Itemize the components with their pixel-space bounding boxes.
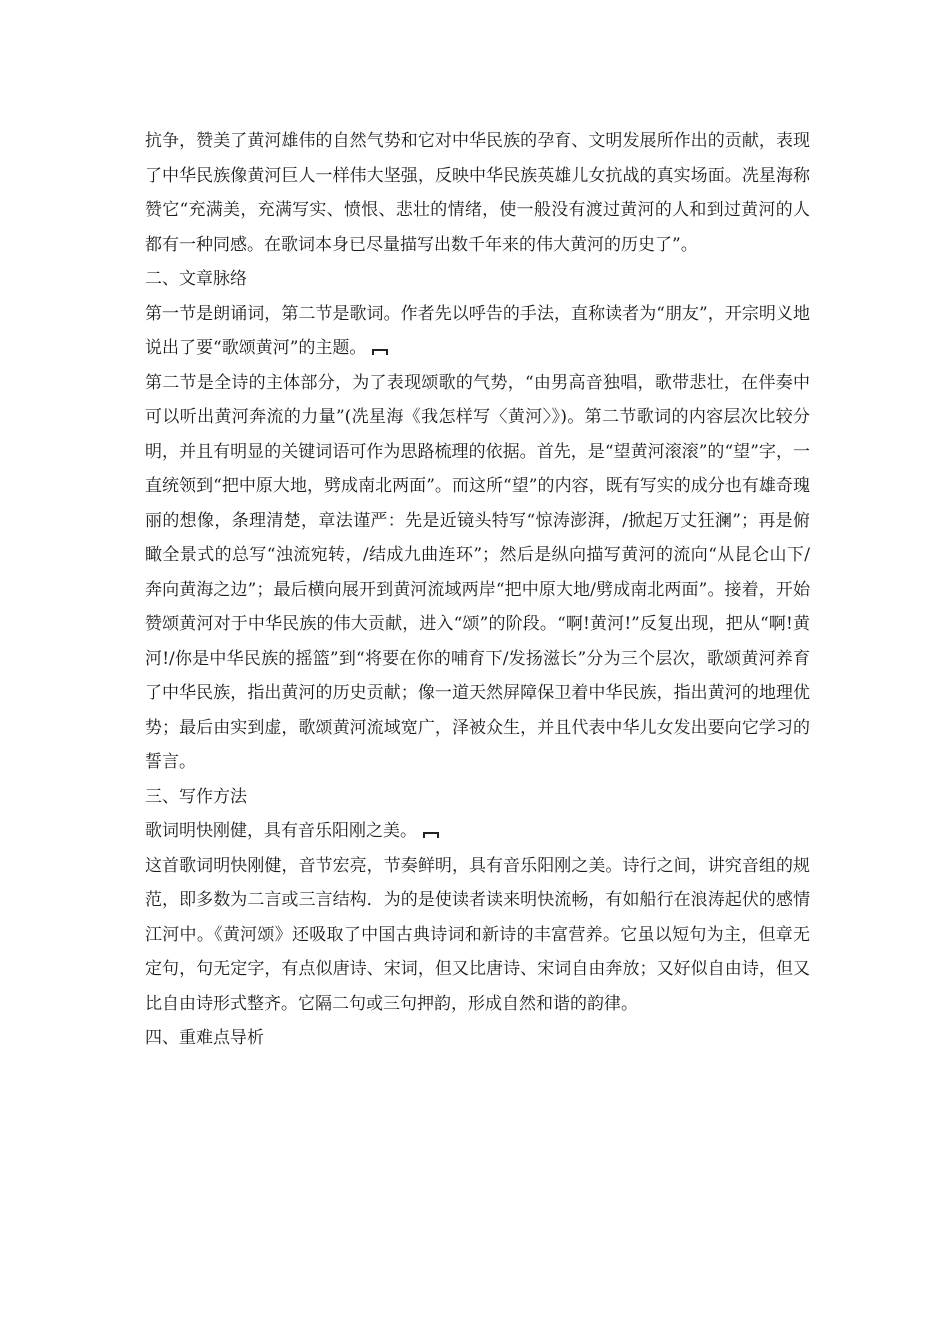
paragraph-mark-icon <box>423 832 439 838</box>
paragraph-method-summary <box>145 814 810 849</box>
paragraph-intro: 抗争，赞美了黄河雄伟的自然气势和它对中华民族的孕育、文明发展所作出的贡献，表现了中华民族像黄河巨人一样伟大坚强，反映中华民族英雄儿女抗战的真实场面。冼星海称赞它“充满美，充满写实、愤恨、悲壮的情绪，使一般没有渡过黄河的人和到过黄河的人都有一种同感。在歌词本身已尽量描写出数千年来的伟大黄河的历史了”。 <box>145 131 810 255</box>
heading-writing-method: 三、写作方法 <box>145 786 247 807</box>
paragraph-section-one-text: 第一节是朗诵词，第二节是歌词。作者先以呼告的手法，直称读者为“朋友”，开宗明义地说出了要“歌颂黄河”的主题。 <box>145 303 810 358</box>
document-body <box>145 124 810 1056</box>
paragraph-mark-icon <box>372 349 388 355</box>
paragraph-method-detail: 这首歌词明快刚健，音节宏亮，节奏鲜明，具有音乐阳刚之美。诗行之间，讲究音组的规范，即多数为二言或三言结构．为的是使读者读来明快流畅，有如船行在浪涛起伏的感情江河中。《黄河颂》还吸取了中国古典诗词和新诗的丰富营养。它虽以短句为主，但章无定句，句无定字，有点似唐诗、宋词，但又比唐诗、宋词自由奔放；又好似自由诗，但又比自由诗形式整齐。它隔二句或三句押韵，形成自然和谐的韵律。 <box>145 855 810 1014</box>
paragraph-section-two: 第二节是全诗的主体部分，为了表现颂歌的气势，“由男高音独唱，歌带悲壮，在伴奏中可以听出黄河奔流的力量”(冼星海《我怎样写〈黄河〉》)。第二节歌词的内容层次比较分明，并且有明显的关键词语可作为思路梳理的依据。首先，是“望黄河滚滚”的“望”字，一直统领到“把中原大地，劈成南北两面”。而这所“望”的内容，既有写实的成分也有雄奇瑰丽的想像，条理清楚，章法谨严：先是近镜头特写“惊涛澎湃，/掀起万丈狂澜”；再是俯瞰全景式的总写“浊流宛转，/结成九曲连环”；然后是纵向描写黄河的流向“从昆仑山下/奔向黄海之边”；最后横向展开到黄河流域两岸“把中原大地/劈成南北两面”。接着，开始赞颂黄河对于中华民族的伟大贡献，进入“颂”的阶段。“啊!黄河!”反复出现，把从“啊!黄河!/你是中华民族的摇篮”到“将要在你的哺育下/发扬滋长”分为三个层次，歌颂黄河养育了中华民族，指出黄河的历史贡献；像一道天然屏障保卫着中华民族，指出黄河的地理优势；最后由实到虚，歌颂黄河流域宽广，泽被众生，并且代表中华儿女发出要向它学习的誓言。 <box>145 372 810 772</box>
paragraph-section-one <box>145 297 810 366</box>
heading-article-structure: 二、文章脉络 <box>145 269 247 289</box>
heading-key-points: 四、重难点导析 <box>145 1028 264 1048</box>
paragraph-method-summary-text: 歌词明快刚健，具有音乐阳刚之美。 <box>145 821 417 841</box>
